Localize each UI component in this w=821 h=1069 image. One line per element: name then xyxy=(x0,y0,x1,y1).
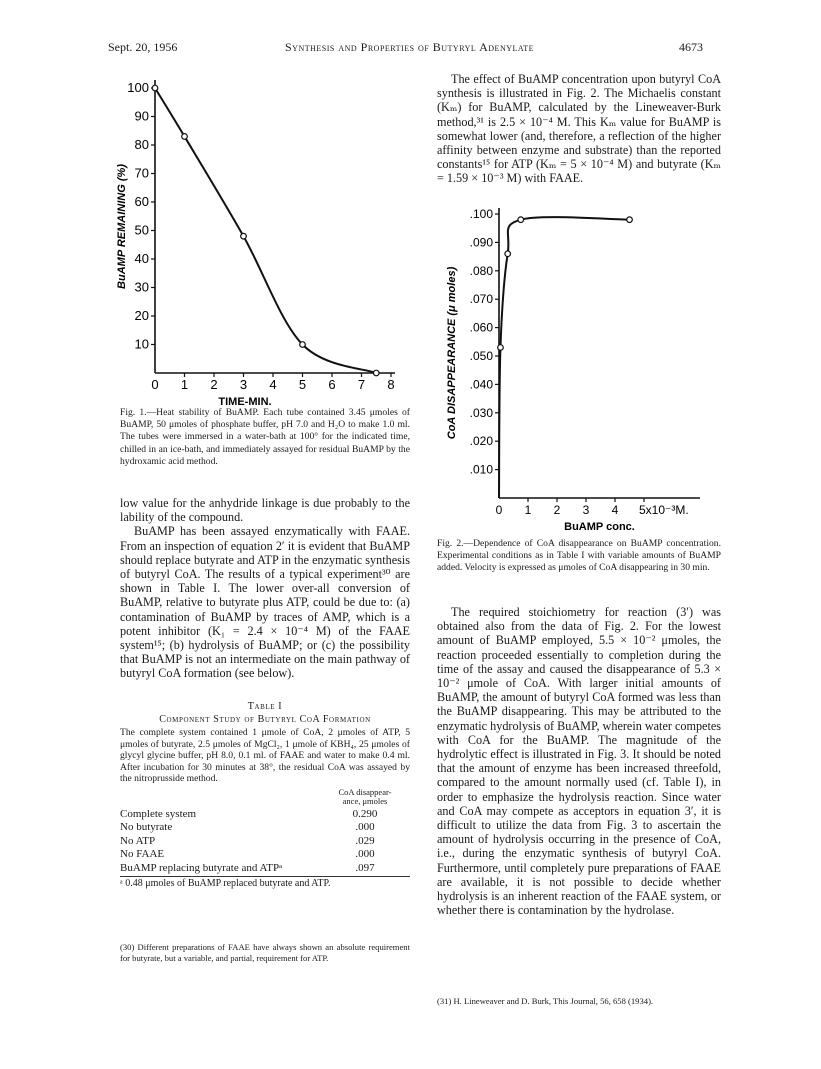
y-axis-label: CoA DISAPPEARANCE (μ moles) xyxy=(446,266,458,440)
x-tick-label: 7 xyxy=(357,377,366,392)
data-point xyxy=(505,251,511,257)
y-tick-label: 60 xyxy=(134,194,149,209)
table-1 xyxy=(120,701,410,890)
y-tick-label: .090 xyxy=(469,235,493,250)
x-tick-label: 1 xyxy=(180,377,189,392)
table-description: The complete system contained 1 μmole of CoA, 2 μmoles of ATP, 5 μmoles of butyrate, 2.5 μmoles of MgCl₂, 1 μmole of KBH₄, 25 μmoles of glycyl glycine buffer, pH 8.0, 0.1 ml. of FAAE and water to make 0.4 ml. After incubation for 30 minutes at 38°, the residual CoA was assayed by the nitroprusside method. xyxy=(120,727,410,785)
data-point xyxy=(182,134,188,140)
y-tick-label: 10 xyxy=(134,336,149,352)
y-tick-label: 50 xyxy=(134,222,149,238)
data-point xyxy=(300,342,306,348)
table-footnote: ᵃ 0.48 μmoles of BuAMP replaced butyrate and ATP. xyxy=(120,878,331,889)
y-tick-label: .020 xyxy=(469,434,493,449)
y-tick-label: .080 xyxy=(469,263,493,278)
x-tick-label: 8 xyxy=(387,377,395,392)
figure-1-chart xyxy=(105,70,415,405)
y-tick-label: 20 xyxy=(134,308,149,323)
y-tick-label: 90 xyxy=(134,108,149,124)
running-header-title: Synthesis and Properties of Butyryl Adenylate xyxy=(285,40,535,54)
x-tick-label: 0 xyxy=(495,503,503,517)
data-point xyxy=(152,85,158,91)
table-data xyxy=(120,788,410,875)
y-tick-label: .060 xyxy=(469,320,493,335)
table-row: No FAAE .000 xyxy=(120,848,375,861)
left-paragraph-2: BuAMP has been assayed enzymatically with FAAE. From an inspection of equation 2′ it is evident that BuAMP should replace butyrate and ATP in the enzymatic synthesis of butyryl CoA. The results of a typical experiment³⁰ are shown in Table I. The lower over-all conversion of BuAMP, relative to butyrate plus ATP, could be due to: (a) contamination of BuAMP by traces of AMP, which is a potent inhibitor (K₁ = 2.4 × 10⁻⁴ M) of the FAAE system¹⁵; (b) hydrolysis of BuAMP; or (c) the possibility that BuAMP is not an intermediate on the main pathway of butyryl CoA formation (see below). xyxy=(120,524,410,681)
table-row: Complete system 0.290 xyxy=(120,807,378,820)
data-point xyxy=(498,345,504,351)
x-tick-label: 3 xyxy=(582,503,590,517)
y-tick-label: 30 xyxy=(134,279,149,295)
data-point xyxy=(373,370,379,376)
table-subtitle: Component Study of Butyryl CoA Formation xyxy=(159,714,371,725)
left-paragraph-1: low value for the anhydride linkage is due probably to the lability of the compound. xyxy=(120,496,410,525)
figure-2-chart xyxy=(440,200,730,535)
x-tick-label: 3 xyxy=(239,377,248,392)
x-axis-label: BuAMP conc. xyxy=(564,521,635,533)
y-tick-label: 100 xyxy=(127,80,149,95)
table-rule xyxy=(120,876,410,877)
x-axis-label: TIME-MIN. xyxy=(218,396,272,405)
right-paragraph-2: The required stoichiometry for reaction (3′) was obtained also from the data of Fig. 2. For the lowest amount of BuAMP employed, 5.5 × 10⁻² μmoles, the reaction proceeded essentially to completion during the time of the assay and caused the disappearance of 5.3 × 10⁻² μmole of CoA. With larger initial amounts of BuAMP, the amount of butyryl CoA formed was less than the BuAMP disappearing. This may be attributed to the enzymatic hydrolysis of BuAMP, wherein water competes with CoA for the BuAMP. The magnitude of the hydrolytic effect is illustrated in Fig. 3. It should be noted that the amount of enzyme has been increased threefold, compared to the amount normally used (cf. Table I), in order to emphasize the hydrolysis reaction. Since water and CoA may compete as acceptors in equation 3′, it is difficult to utilize the data from Fig. 3 to ascertain the amount of hydrolysis occurring in the presence of CoA, i.e., during the enzymatic synthesis of butyryl CoA. Furthermore, until completely pure preparations of FAAE are available, it is not possible to decide whether hydrolysis is an inherent reaction of the FAAE system, or whether there is contamination by the hydrolase. xyxy=(437,605,721,918)
right-paragraph-1: The effect of BuAMP concentration upon butyryl CoA synthesis is illustrated in Fig. 2. The Michaelis constant (Kₘ) for BuAMP, calculated by the Lineweaver-Burk method,³¹ is 2.5 × 10⁻⁴ M. This Kₘ value for BuAMP is somewhat lower (and, therefore, a reflection of the higher affinity between enzyme and substrate) than the reported constants¹⁵ for ATP (Kₘ = 5 × 10⁻⁴ M) and butyrate (Kₘ = 1.59 × 10⁻³ M) with FAAE. xyxy=(437,72,721,186)
table-col-header-2: ance, μmoles xyxy=(342,796,388,807)
figure-1-caption: Fig. 1.—Heat stability of BuAMP. Each tube contained 3.45 μmoles of BuAMP, 50 μmoles of phosphate buffer, pH 7.0 and H₂O to make 1.0 ml. The tubes were immersed in a water-bath at 100° for the indicated time, chilled in an ice-bath, and immediately assayed for residual BuAMP by the hydroxamic acid method. xyxy=(120,407,410,467)
x-tick-label: 6 xyxy=(328,377,336,392)
table-col-header-1: CoA disappear- xyxy=(338,786,392,797)
table-row: No ATP .029 xyxy=(120,834,375,847)
data-point xyxy=(627,217,633,223)
table-title: Table I xyxy=(247,701,283,712)
data-curve xyxy=(155,88,376,373)
page-number: 4673 xyxy=(679,40,703,54)
y-tick-label: .100 xyxy=(469,207,493,221)
table-row: BuAMP replacing butyrate and ATPᵃ .097 xyxy=(120,861,375,874)
x-tick-label: 0 xyxy=(151,377,159,392)
y-tick-label: .030 xyxy=(469,405,493,420)
x-tick-label: 5 xyxy=(298,377,307,392)
running-header-date: Sept. 20, 1956 xyxy=(108,40,178,54)
figure-2-caption: Fig. 2.—Dependence of CoA disappearance on BuAMP concentration. Experimental conditions as in Table I with variable amounts of BuAMP added. Velocity is expressed as μmoles of CoA disappearing in 30 min. xyxy=(437,538,721,574)
x-tick-label: 4 xyxy=(611,503,619,517)
footnote-31: (31) H. Lineweaver and D. Burk, This Journal, 56, 658 (1934). xyxy=(437,996,654,1006)
y-tick-label: .070 xyxy=(469,292,493,307)
x-tick-label: 2 xyxy=(553,503,561,517)
footnote-30: (30) Different preparations of FAAE have always shown an absolute requirement for butyrate, but a variable, and partial, requirement for ATP. xyxy=(120,942,410,963)
left-column-text xyxy=(120,496,410,681)
x-tick-label: 4 xyxy=(269,377,277,392)
x-tick-label: 5x10⁻³M. xyxy=(639,503,689,517)
y-tick-label: 40 xyxy=(134,251,149,266)
y-tick-label: .040 xyxy=(469,377,493,392)
x-tick-label: 1 xyxy=(524,503,532,517)
data-curve xyxy=(499,217,630,498)
y-tick-label: .010 xyxy=(469,462,493,477)
y-tick-label: .050 xyxy=(469,349,493,363)
data-point xyxy=(241,233,247,239)
x-tick-label: 2 xyxy=(210,377,218,392)
y-axis-label: BuAMP REMAINING (%) xyxy=(116,164,128,289)
data-point xyxy=(518,217,524,223)
table-row: No butyrate .000 xyxy=(120,821,375,834)
y-tick-label: 70 xyxy=(134,165,149,181)
y-tick-label: 80 xyxy=(134,137,149,152)
